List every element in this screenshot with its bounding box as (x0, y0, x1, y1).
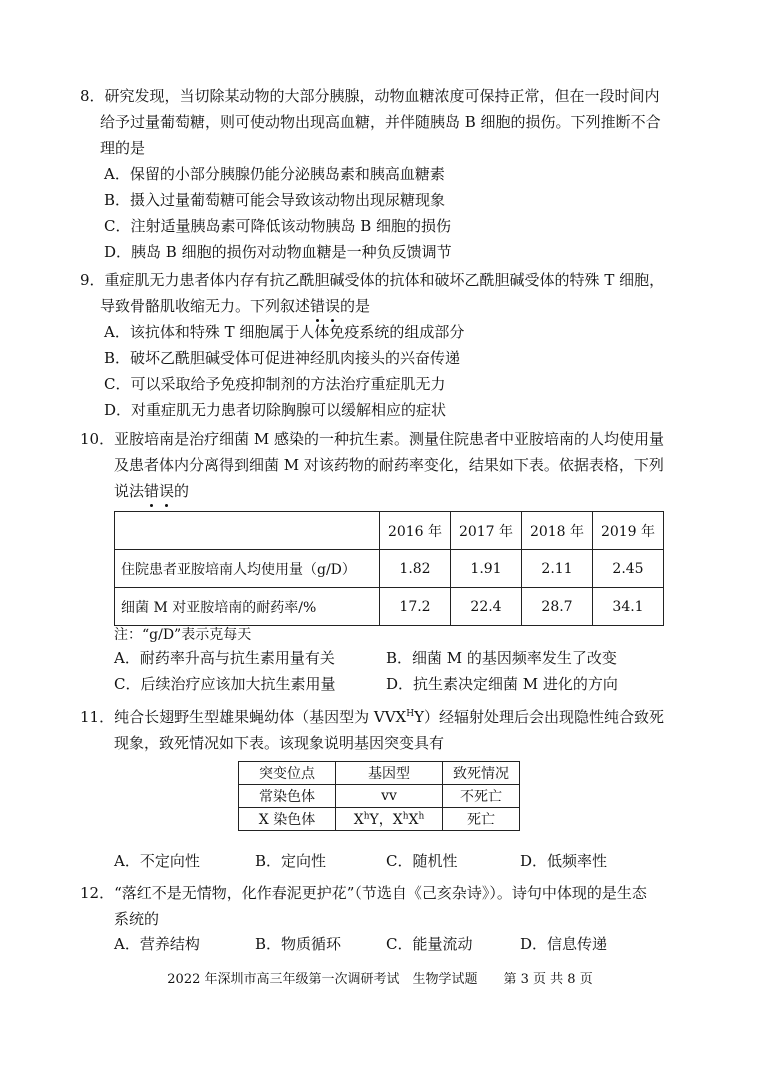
lethality-table (238, 761, 520, 831)
question-10 (80, 426, 690, 504)
option-d: D．抗生素决定细菌 M 进化的方向 (386, 675, 618, 693)
table-cell: 28.7 (522, 588, 593, 626)
question-stem: 理的是 (100, 139, 146, 157)
question-12 (80, 880, 690, 932)
table-cell: 细菌 M 对亚胺培南的耐药率/% (115, 588, 380, 626)
question-stem: 研究发现，当切除某动物的大部分胰腺，动物血糖浓度可保持正常，但在一段时间内 (104, 87, 660, 105)
question-number: 10． (80, 430, 115, 448)
question-stem: 纯合长翅野生型雄果蝇幼体（基因型为 VVX (114, 708, 407, 726)
superscript: h (402, 811, 409, 822)
table-cell: 22.4 (451, 588, 522, 626)
option-c: C．可以采取给予免疫抑制剂的方法治疗重症肌无力 (104, 375, 446, 393)
superscript: h (418, 811, 425, 822)
table-cell (336, 808, 443, 831)
table-cell: 34.1 (593, 588, 664, 626)
genotype-text: X (353, 812, 364, 828)
question-8 (80, 83, 690, 161)
emphasis-char: 错 (144, 478, 159, 504)
table-header-cell: 2019 年 (593, 512, 664, 550)
question-stem: 的是 (340, 297, 371, 315)
option-a: A．耐药率升高与抗生素用量有关 (114, 649, 335, 667)
option-d: D．信息传递 (520, 935, 608, 953)
option-a: A．保留的小部分胰腺仍能分泌胰岛素和胰高血糖素 (104, 165, 445, 183)
table-cell: 17.2 (380, 588, 451, 626)
option-c: C．注射适量胰岛素可降低该动物胰岛 B 细胞的损伤 (104, 217, 452, 235)
table-cell: 1.82 (380, 550, 451, 588)
question-number: 8． (80, 87, 105, 105)
table-header-cell: 基因型 (336, 762, 443, 785)
table-row (239, 785, 520, 808)
option-b: B．摄入过量葡萄糖可能会导致该动物出现尿糖现象 (104, 191, 446, 209)
table-header-cell: 2018 年 (522, 512, 593, 550)
question-number: 9． (80, 271, 105, 289)
option-c: C．后续治疗应该加大抗生素用量 (114, 675, 336, 693)
question-stem: 导致骨骼肌收缩无力。下列叙述 (100, 297, 311, 315)
question-stem: 亚胺培南是治疗细菌 M 感染的一种抗生素。测量住院患者中亚胺培南的人均使用量 (114, 430, 664, 448)
table-cell: 常染色体 (239, 785, 336, 808)
table-cell: 2.45 (593, 550, 664, 588)
table-row (115, 588, 664, 626)
question-stem: 系统的 (114, 910, 160, 928)
table-header-cell: 突变位点 (239, 762, 336, 785)
table-cell: 1.91 (451, 550, 522, 588)
emphasis-char: 误 (325, 293, 340, 319)
option-c: C．能量流动 (386, 935, 473, 953)
question-stem: 说法 (114, 482, 145, 500)
question-stem: 现象，致死情况如下表。该现象说明基因突变具有 (114, 734, 445, 752)
question-number: 11． (80, 708, 115, 726)
table-header-cell: 致死情况 (443, 762, 520, 785)
table-header-row (115, 512, 664, 550)
genotype-text: Y，X (369, 812, 403, 828)
question-stem: 重症肌无力患者体内存有抗乙酰胆碱受体的抗体和破坏乙酰胆碱受体的特殊 T 细胞， (104, 271, 665, 289)
table-cell: 死亡 (443, 808, 520, 831)
option-b: B．破坏乙酰胆碱受体可促进神经肌肉接头的兴奋传递 (104, 349, 461, 367)
table-row (115, 550, 664, 588)
resistance-table (114, 511, 664, 626)
table-header-cell: 2017 年 (451, 512, 522, 550)
emphasis-char: 错 (310, 293, 325, 319)
question-11 (80, 701, 690, 756)
option-a: A．营养结构 (114, 935, 200, 953)
table-row (239, 808, 520, 831)
option-b: B．细菌 M 的基因频率发生了改变 (386, 649, 617, 667)
emphasis-char: 误 (159, 478, 174, 504)
option-a: A．不定向性 (114, 852, 200, 870)
question-stem: 及患者体内分离得到细菌 M 对该药物的耐药率变化，结果如下表。依据表格，下列 (114, 456, 664, 474)
table-header-cell: 2016 年 (380, 512, 451, 550)
table-cell: 2.11 (522, 550, 593, 588)
option-d: D．胰岛 B 细胞的损伤对动物血糖是一种负反馈调节 (104, 243, 452, 261)
option-b: B．定向性 (255, 852, 327, 870)
genotype-text: X (408, 812, 419, 828)
question-stem: 给予过量葡萄糖，则可使动物出现高血糖，并伴随胰岛 B 细胞的损伤。下列推断不合 (100, 113, 661, 131)
table-header-row (239, 762, 520, 785)
option-d: D．低频率性 (520, 852, 608, 870)
option-b: B．物质循环 (255, 935, 342, 953)
table-note: 注：“g/D”表示克每天 (114, 627, 252, 643)
table-cell: X 染色体 (239, 808, 336, 831)
question-stem: Y）经辐射处理后会出现隐性纯合致死 (414, 708, 664, 726)
superscript: h (363, 811, 370, 822)
question-stem: “落红不是无情物，化作春泥更护花”（节选自《己亥杂诗》）。诗句中体现的是生态 (114, 884, 647, 902)
page-footer: 2022 年深圳市高三年级第一次调研考试 生物学试题 第 3 页 共 8 页 (167, 972, 593, 987)
table-cell (115, 512, 380, 550)
question-9 (80, 267, 690, 319)
table-cell: 住院患者亚胺培南人均使用量（g/D） (115, 550, 380, 588)
superscript: H (406, 709, 415, 719)
table-cell: 不死亡 (443, 785, 520, 808)
option-d: D．对重症肌无力患者切除胸腺可以缓解相应的症状 (104, 401, 447, 419)
question-number: 12． (80, 884, 115, 902)
table-cell: vv (336, 785, 443, 808)
option-c: C．随机性 (386, 852, 458, 870)
option-a: A．该抗体和特殊 T 细胞属于人体免疫系统的组成部分 (104, 323, 465, 341)
question-stem: 的 (174, 482, 190, 500)
